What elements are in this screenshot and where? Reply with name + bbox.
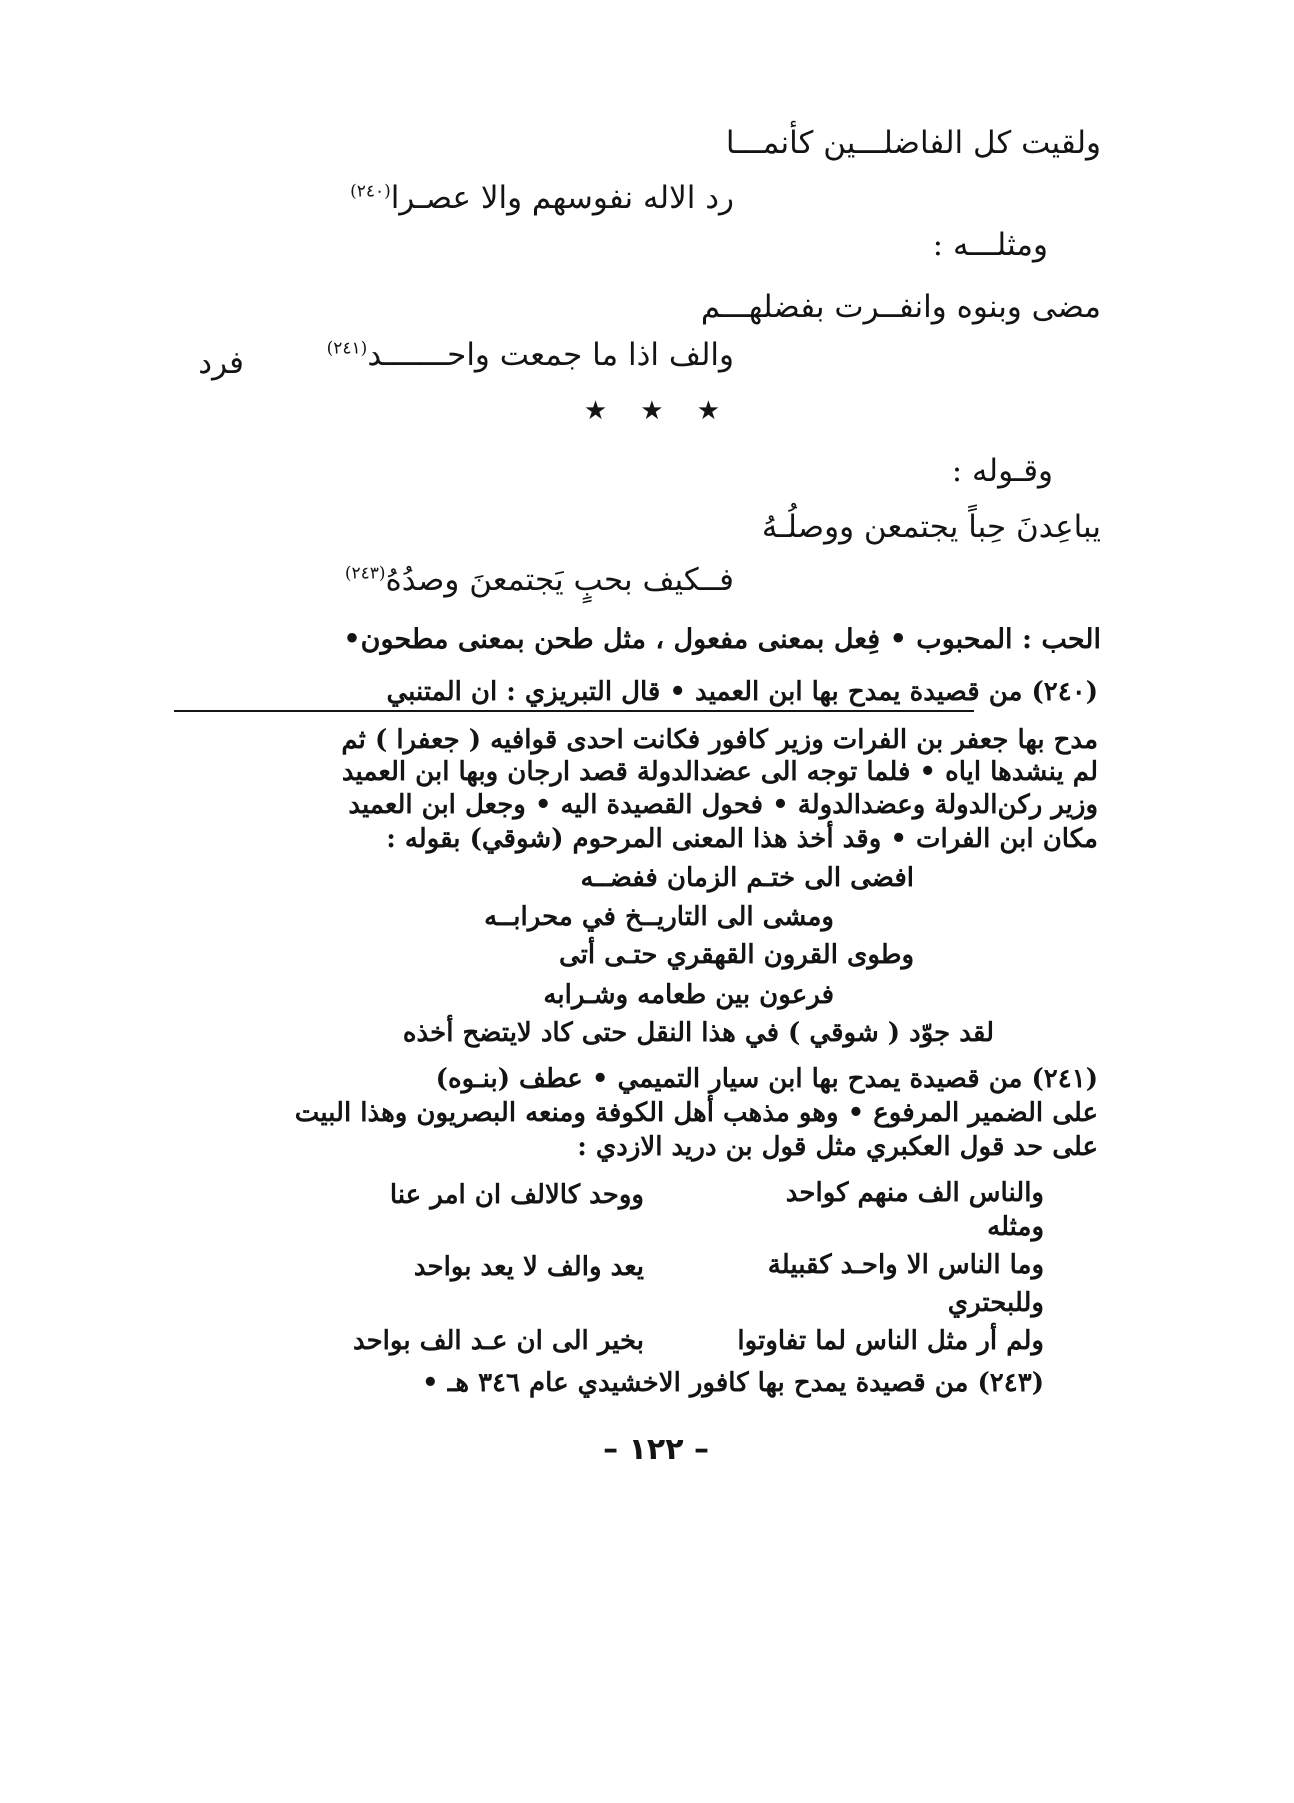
shawqi-verse: ومشى الى التاريــخ في محرابــه xyxy=(484,902,834,932)
footnote-240-close: لقد جوّد ( شوقي ) في هذا النقل حتى كاد لايتضح أخذه xyxy=(402,1018,994,1048)
star-icon: ★ xyxy=(640,396,664,426)
verse-2-text: رد الاله نفوسهم والا عصـرا xyxy=(390,180,734,216)
footnote-241-line: على حد قول العكبري مثل قول بن دريد الازدي : xyxy=(577,1132,1098,1162)
buhturi-label: وللبحتري xyxy=(947,1288,1044,1318)
quoted-hemistich-right: والناس الف منهم كواحد xyxy=(785,1178,1044,1208)
his-saying-label: وقـوله : xyxy=(951,453,1053,489)
verse-5: يباعِدنَ حِباً يجتمعن ووصلُـهُ xyxy=(761,509,1101,545)
quoted-hemistich-right: وما الناس الا واحـد كقبيلة xyxy=(767,1250,1044,1280)
verse-3: مضى وبنوه وانفــرت بفضلهـــم xyxy=(700,289,1101,325)
verse-4-text: والف اذا ما جمعت واحـــــــد xyxy=(367,337,734,373)
footnote-240-line: مدح بها جعفر بن الفرات وزير كافور فكانت احدى قوافيه ( جعفرا ) ثم xyxy=(341,725,1098,755)
star-icon: ★ xyxy=(696,396,720,426)
footnote-240-line: لم ينشدها اياه • فلما توجه الى عضدالدولة قصد ارجان وبها ابن العميد xyxy=(341,757,1098,787)
gloss-line: الحب : المحبوب • فِعل بمعنى مفعول ، مثل طحن بمعنى مطحون• xyxy=(343,624,1101,655)
shawqi-verse: فرعون بين طعامه وشـرابه xyxy=(543,980,834,1010)
verse-6-text: فــكيف بحبٍ يَجتمعنَ وصدُهُ xyxy=(385,562,734,598)
shawqi-verse: افضى الى ختـم الزمان ففضــه xyxy=(580,863,914,893)
quoted-hemistich-left: يعد والف لا يعد بواحد xyxy=(413,1252,644,1282)
verse-6 xyxy=(344,562,734,598)
verse-4 xyxy=(326,337,734,373)
footnote-240-line: مكان ابن الفرات • وقد أخذ هذا المعنى المرحوم (شوقي) بقوله : xyxy=(386,824,1098,854)
page-number: – ١٢٢ – xyxy=(603,1432,709,1467)
shawqi-verse: وطوى القرون القهقري حتـى أتى xyxy=(559,940,914,970)
footnote-240-line: وزير ركن‌الدولة وعضدالدولة • فحول القصيدة اليه • وجعل ابن العميد xyxy=(348,790,1098,820)
quoted-hemistich-left: ووحد كالالف ان امر عنا xyxy=(389,1180,644,1210)
footnote-ref-240: (٢٤٠) xyxy=(350,181,391,202)
section-separator xyxy=(570,398,734,424)
footnote-241-line: على الضمير المرفوع • وهو مذهب أهل الكوفة ومنعه البصريون وهذا البيت xyxy=(294,1098,1098,1128)
quoted-hemistich-right: ولم أر مثل الناس لما تفاوتوا xyxy=(737,1326,1044,1356)
verse-4-end: فرد xyxy=(198,345,244,381)
like-label: ومثلـــه : xyxy=(932,227,1048,263)
verse-2 xyxy=(350,180,734,216)
footnote-240-head: (٢٤٠) من قصيدة يمدح بها ابن العميد • قال التبريزي : ان المتنبي xyxy=(386,677,1098,707)
footnote-241-head: (٢٤١) من قصيدة يمدح بها ابن سيار التميمي • عطف (بنـوه) xyxy=(435,1064,1098,1094)
footnote-ref-243: (٢٤٣) xyxy=(344,563,386,584)
footnote-separator xyxy=(174,710,974,712)
quoted-hemistich-left: بخير الى ان عـد الف بواحد xyxy=(352,1326,644,1356)
and-like-label: ومثله xyxy=(987,1212,1044,1242)
star-icon: ★ xyxy=(583,396,608,426)
verse-1: ولقيت كل الفاضلـــين كأنمـــا xyxy=(725,125,1101,161)
footnote-ref-241: (٢٤١) xyxy=(326,338,368,359)
footnote-243: (٢٤٣) من قصيدة يمدح بها كافور الاخشيدي عام ٣٤٦ هـ • xyxy=(422,1368,1044,1398)
